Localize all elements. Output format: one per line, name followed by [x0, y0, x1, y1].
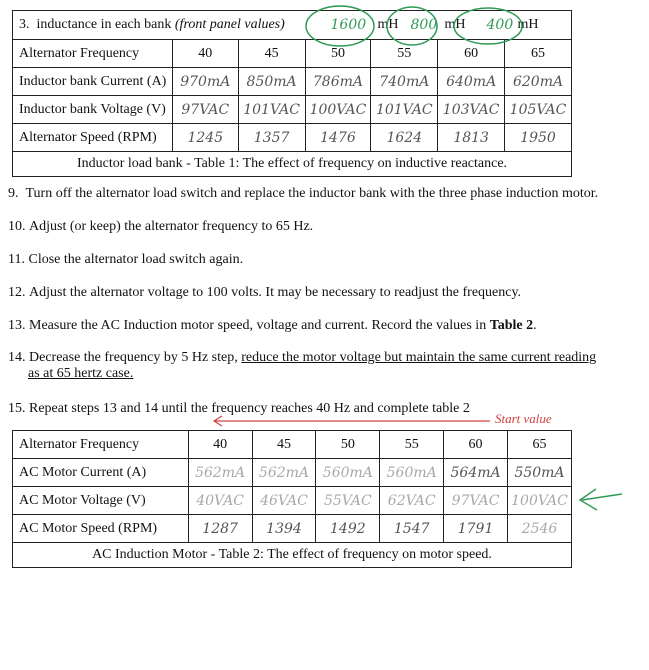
freq-cell: 60 [438, 40, 505, 68]
value-cell: 97VAC [172, 96, 238, 124]
freq-cell: 45 [238, 40, 305, 68]
start-value-note: Start value [495, 411, 552, 426]
inductance-unit-3: mH [517, 16, 539, 32]
freq-cell: 65 [507, 431, 571, 459]
header-label: Alternator Frequency [13, 431, 189, 459]
freq-cell: 45 [252, 431, 316, 459]
value-cell: 970mA [172, 68, 238, 96]
table-1-title [13, 11, 572, 40]
table-row [13, 124, 572, 152]
table-row [13, 515, 572, 543]
inductance-3: 400 [486, 16, 514, 33]
value-cell: 850mA [238, 68, 305, 96]
table-2 [12, 430, 572, 568]
table-row [13, 96, 572, 124]
table-row [13, 459, 572, 487]
step-number: 3. [19, 17, 30, 32]
value-cell: 1813 [438, 124, 505, 152]
value-cell: 40VAC [188, 487, 252, 515]
value-cell: 786mA [305, 68, 371, 96]
inductance-1: 1600 [330, 16, 367, 33]
step-text: Close the alternator load switch again. [28, 252, 244, 267]
table-1-caption-row [13, 152, 572, 177]
value-cell: 100VAC [305, 96, 371, 124]
value-cell: 562mA [252, 459, 316, 487]
table-2-header-row [13, 431, 572, 459]
table-row [13, 68, 572, 96]
table-1 [12, 10, 572, 177]
freq-cell: 55 [380, 431, 444, 459]
header-label: Alternator Frequency [13, 40, 173, 68]
value-cell: 62VAC [380, 487, 444, 515]
table-row [13, 487, 572, 515]
value-cell: 1287 [188, 515, 252, 543]
step-text: Turn off the alternator load switch and replace the inductor bank with the three phase induction motor. [25, 186, 599, 201]
step-text: Decrease the frequency by 5 Hz step, [29, 350, 238, 365]
inductance-2: 800 [410, 16, 438, 33]
step-14: 14. Decrease the frequency by 5 Hz step, reduce the motor voltage but maintain the same current reading as at 65 hertz case. [8, 350, 597, 381]
step-13: 13. Measure the AC Induction motor speed, voltage and current. Record the values in Table 2. [8, 318, 537, 333]
step-text: Adjust (or keep) the alternator frequency to 65 Hz. [29, 219, 314, 234]
step-text: Adjust the alternator voltage to 100 volts. It may be necessary to readjust the frequency. [29, 285, 522, 300]
value-cell: 105VAC [505, 96, 572, 124]
value-cell: 564mA [444, 459, 508, 487]
value-cell: 1476 [305, 124, 371, 152]
table-1-title-row [13, 11, 572, 40]
value-cell: 560mA [316, 459, 380, 487]
value-cell: 2546 [507, 515, 571, 543]
freq-cell: 50 [305, 40, 371, 68]
row-label: AC Motor Current (A) [13, 459, 189, 487]
inductance-unit-2: mH [444, 16, 466, 32]
row-label: Inductor bank Current (A) [13, 68, 173, 96]
row-label: AC Motor Voltage (V) [13, 487, 189, 515]
freq-cell: 40 [188, 431, 252, 459]
table-1-header-row [13, 40, 572, 68]
table-2-caption-row [13, 543, 572, 568]
step-text: Measure the AC Induction motor speed, voltage and current. Record the values in [29, 318, 487, 333]
row-label: Inductor bank Voltage (V) [13, 96, 173, 124]
step-10: 10. Adjust (or keep) the alternator frequency to 65 Hz. [8, 219, 314, 234]
value-cell: 560mA [380, 459, 444, 487]
value-cell: 1624 [371, 124, 438, 152]
value-cell: 97VAC [444, 487, 508, 515]
row-label: Alternator Speed (RPM) [13, 124, 173, 152]
value-cell: 620mA [505, 68, 572, 96]
step-underlined: reduce the motor voltage but maintain the same current reading [241, 350, 597, 365]
freq-cell: 65 [505, 40, 572, 68]
step-underlined-cont: as at 65 hertz case. [28, 366, 134, 381]
title-paren: (front panel values) [174, 17, 285, 32]
step-text: Repeat steps 13 and 14 until the frequency reaches 40 Hz and complete table 2 [29, 401, 470, 416]
title-text: inductance in each bank [36, 17, 172, 32]
row-label: AC Motor Speed (RPM) [13, 515, 189, 543]
green-arrow-line [582, 494, 622, 500]
freq-cell: 60 [444, 431, 508, 459]
value-cell: 46VAC [252, 487, 316, 515]
step-9: 9. Turn off the alternator load switch and replace the inductor bank with the three phase induction motor. [8, 186, 599, 201]
value-cell: 1791 [444, 515, 508, 543]
value-cell: 1357 [238, 124, 305, 152]
value-cell: 101VAC [371, 96, 438, 124]
red-arrowhead [214, 416, 222, 426]
step-12: 12. Adjust the alternator voltage to 100 volts. It may be necessary to readjust the frequency. [8, 285, 522, 300]
value-cell: 101VAC [238, 96, 305, 124]
freq-cell: 55 [371, 40, 438, 68]
freq-cell: 50 [316, 431, 380, 459]
table-caption: AC Induction Motor - Table 2: The effect of frequency on motor speed. [13, 543, 572, 568]
step-11: 11. Close the alternator load switch again. [8, 252, 244, 267]
value-cell: 103VAC [438, 96, 505, 124]
table-caption: Inductor load bank - Table 1: The effect of frequency on inductive reactance. [13, 152, 572, 177]
freq-cell: 40 [172, 40, 238, 68]
table-ref: Table 2 [489, 318, 534, 333]
value-cell: 562mA [188, 459, 252, 487]
value-cell: 1547 [380, 515, 444, 543]
value-cell: 740mA [371, 68, 438, 96]
value-cell: 100VAC [507, 487, 571, 515]
value-cell: 640mA [438, 68, 505, 96]
value-cell: 1950 [505, 124, 572, 152]
value-cell: 55VAC [316, 487, 380, 515]
value-cell: 1394 [252, 515, 316, 543]
step-15: 15. Repeat steps 13 and 14 until the frequency reaches 40 Hz and complete table 2 [8, 401, 470, 416]
value-cell: 550mA [507, 459, 571, 487]
value-cell: 1245 [172, 124, 238, 152]
green-arrowhead [580, 489, 597, 510]
value-cell: 1492 [316, 515, 380, 543]
inductance-unit-1: mH [377, 16, 399, 32]
